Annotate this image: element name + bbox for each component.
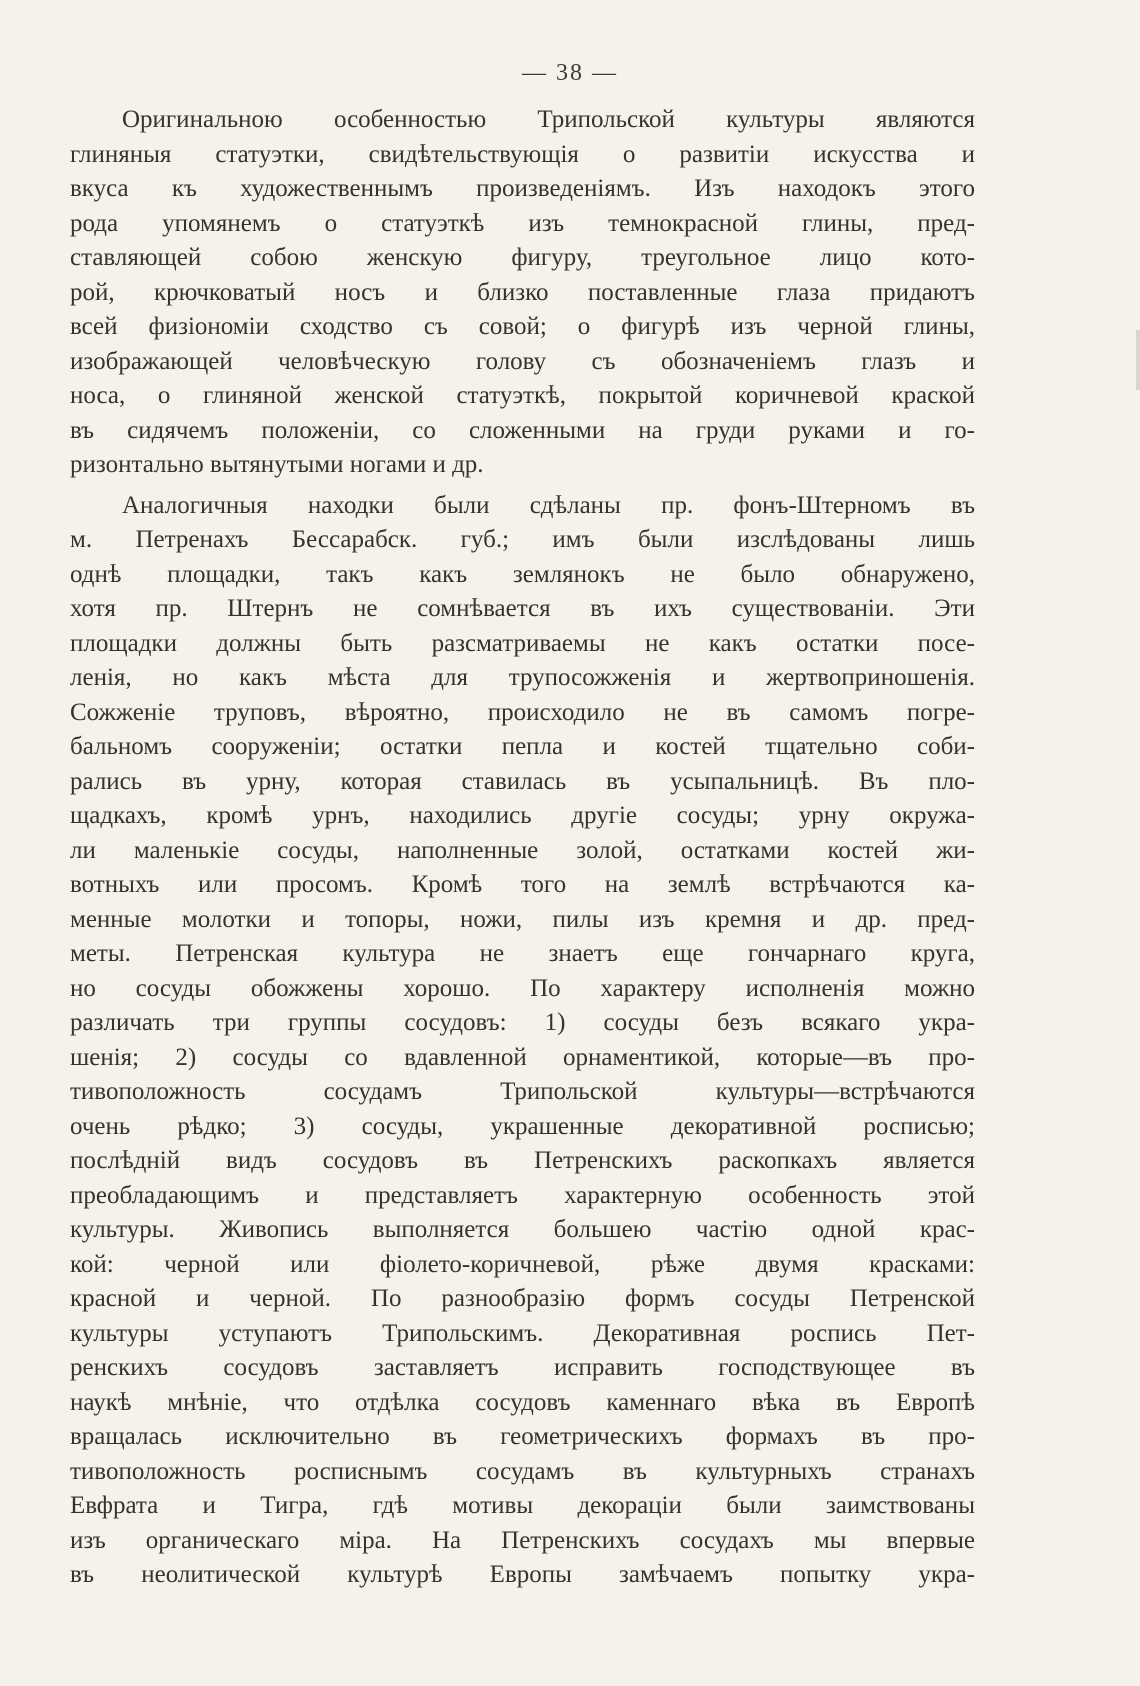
paragraph-2-line: меты. Петренская культура не знаетъ еще гончарнаго круга, xyxy=(70,940,975,967)
paragraph-2-line: очень рѣдко; 3) сосуды, украшенные декоративной росписью; xyxy=(70,1112,975,1140)
paragraph-2-line: рались въ урну, которая ставилась въ усыпальницѣ. Въ пло- xyxy=(70,767,975,795)
paragraph-2-line: но сосуды обожжены хорошо. По характеру исполненія можно xyxy=(70,974,975,1002)
paragraph-2-line: преобладающимъ и представляетъ характерную особенность этой xyxy=(70,1181,975,1209)
paragraph-2-line: различать три группы сосудовъ: 1) сосуды безъ всякаго укра- xyxy=(70,1009,975,1036)
paragraph-1-line: рой, крючковатый носъ и близко поставленные глаза придаютъ xyxy=(70,278,975,306)
paragraph-2-line: тивоположность росписнымъ сосудамъ въ культурныхъ странахъ xyxy=(70,1457,975,1485)
paragraph-2-line: ренскихъ сосудовъ заставляетъ исправить господствующее въ xyxy=(70,1354,975,1381)
paragraph-1-line: вкуса къ художественнымъ произведеніямъ. Изъ находокъ этого xyxy=(70,175,975,202)
paragraph-2-line: ленія, но какъ мѣста для трупосожженія и жертвоприношенія. xyxy=(70,664,975,691)
paragraph-2-line: культуры. Живопись выполняется большею частію одной крас- xyxy=(70,1216,975,1243)
paragraph-1-line: въ сидячемъ положеніи, со сложенными на груди руками и го- xyxy=(70,416,975,444)
paragraph-1-line: ставляющей собою женскую фигуру, треугольное лицо кото- xyxy=(70,244,975,271)
paragraph-1-line: всей физіономіи сходство съ совой; о фигурѣ изъ черной глины, xyxy=(70,313,975,340)
paragraph-2-line: культуры уступаютъ Трипольскимъ. Декоративная роспись Пет- xyxy=(70,1319,975,1347)
paragraph-1-line: Оригинальною особенностью Трипольской культуры являются xyxy=(122,106,975,133)
paragraph-2-line: хотя пр. Штернъ не сомнѣвается въ ихъ существованіи. Эти xyxy=(70,595,975,622)
paragraph-1-line: рода упомянемъ о статуэткѣ изъ темнокрасной глины, пред- xyxy=(70,209,975,237)
paragraph-2-line: шенія; 2) сосуды со вдавленной орнаментикой, которые—въ про- xyxy=(70,1043,975,1071)
paragraph-2-line: ли маленькіе сосуды, наполненные золой, остатками костей жи- xyxy=(70,836,975,864)
paragraph-2-line: изъ органическаго міра. На Петренскихъ сосудахъ мы впервые xyxy=(70,1526,975,1554)
paragraph-2-line: наукѣ мнѣніе, что отдѣлка сосудовъ каменнаго вѣка въ Европѣ xyxy=(70,1388,975,1416)
paragraph-2-line: бальномъ сооруженіи; остатки пепла и костей тщательно соби- xyxy=(70,733,975,760)
paragraph-1-line: ризонтально вытянутыми ногами и др. xyxy=(70,451,484,478)
paragraph-2-line: въ неолитической культурѣ Европы замѣчаемъ попытку укра- xyxy=(70,1561,975,1588)
paragraph-2-line: щадкахъ, кромѣ урнъ, находились другіе сосуды; урну окружа- xyxy=(70,802,975,829)
paragraph-2-line: кой: черной или фіолето-коричневой, рѣже двумя красками: xyxy=(70,1250,975,1278)
paragraph-1-line: носа, о глиняной женской статуэткѣ, покрытой коричневой краской xyxy=(70,382,975,409)
paragraph-2-line: Сожженіе труповъ, вѣроятно, происходило не въ самомъ погре- xyxy=(70,698,975,726)
page-number: — 38 — xyxy=(522,60,618,86)
paragraph-1-line: изображающей человѣческую голову съ обозначеніемъ глазъ и xyxy=(70,347,975,375)
paragraph-2-line: Аналогичныя находки были сдѣланы пр. фонъ-Штерномъ въ xyxy=(122,491,975,519)
page-edge-shadow xyxy=(1136,330,1140,390)
paragraph-2-line: послѣдній видъ сосудовъ въ Петренскихъ раскопкахъ является xyxy=(70,1147,975,1174)
paragraph-2-line: менные молотки и топоры, ножи, пилы изъ кремня и др. пред- xyxy=(70,905,975,933)
paragraph-1-line: глиняныя статуэтки, свидѣтельствующія о развитіи искусства и xyxy=(70,140,975,168)
paragraph-2-line: красной и черной. По разнообразію формъ сосуды Петренской xyxy=(70,1285,975,1312)
paragraph-2-line: м. Петренахъ Бессарабск. губ.; имъ были изслѣдованы лишь xyxy=(70,526,975,553)
paragraph-2-line: Евфрата и Тигра, гдѣ мотивы декораціи были заимствованы xyxy=(70,1492,975,1519)
body-text xyxy=(70,103,975,1593)
paragraph-2-line: вотныхъ или просомъ. Кромѣ того на землѣ встрѣчаются ка- xyxy=(70,871,975,898)
paragraph-2-line: однѣ площадки, такъ какъ землянокъ не было обнаружено, xyxy=(70,560,975,588)
paragraph-2-line: вращалась исключительно въ геометрическихъ формахъ въ про- xyxy=(70,1423,975,1450)
paragraph-2-line: тивоположность сосудамъ Трипольской культуры—встрѣчаются xyxy=(70,1078,975,1105)
paragraph-2-line: площадки должны быть разсматриваемы не какъ остатки посе- xyxy=(70,629,975,657)
